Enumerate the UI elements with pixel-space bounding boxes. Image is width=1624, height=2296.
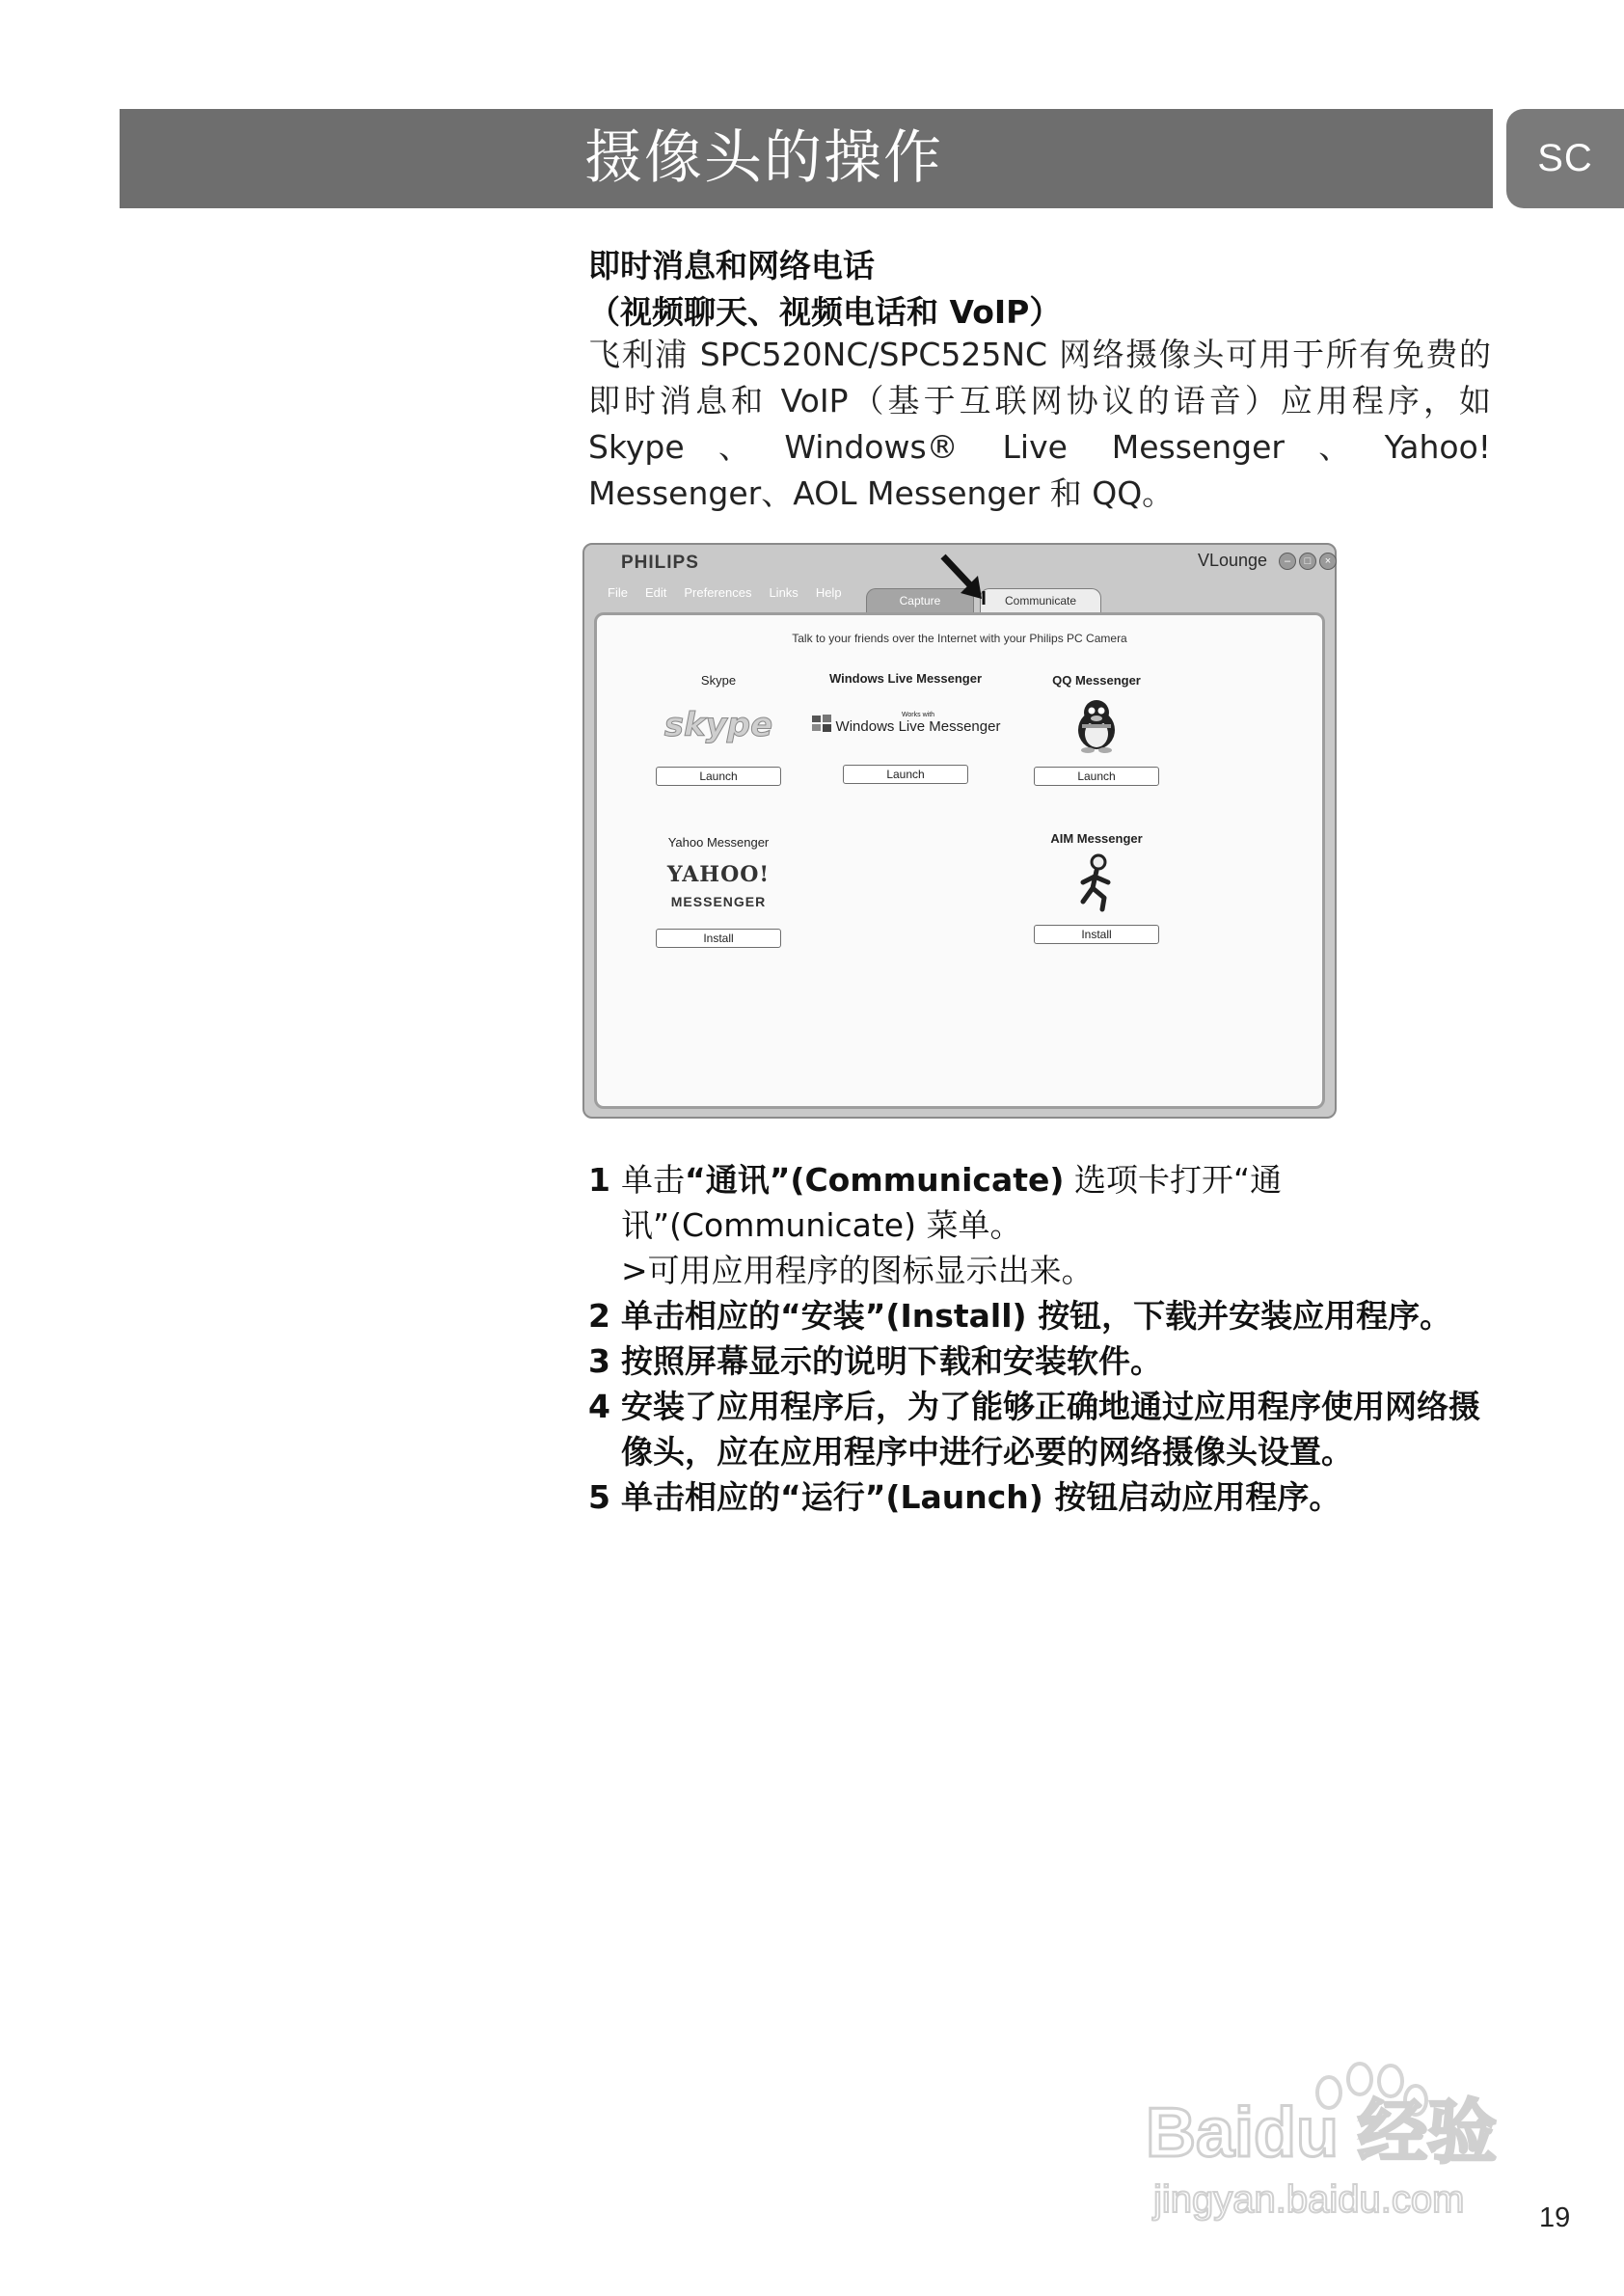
yahoo-logo-icon: YAHOO! MESSENGER	[666, 862, 771, 909]
app-name: Skype	[700, 673, 737, 688]
app-name: AIM Messenger	[1050, 831, 1143, 846]
section-heading-line2: （视频聊天、视频电话和 VoIP）	[588, 293, 1062, 331]
step-5: 5 单击相应的“运行”(Launch) 按钮启动应用程序。	[588, 1478, 1341, 1516]
app-skype	[622, 673, 815, 786]
aim-install-button[interactable]: Install	[1034, 925, 1159, 944]
app-windows-live-messenger	[809, 671, 1002, 784]
skype-launch-button[interactable]: Launch	[656, 767, 781, 786]
page-number: 19	[1539, 2202, 1571, 2233]
window-title: VLounge	[1198, 551, 1268, 570]
tab-capture[interactable]: Capture	[866, 588, 974, 612]
close-button[interactable]: ×	[1319, 553, 1337, 570]
wlm-launch-button[interactable]: Launch	[843, 765, 968, 784]
page-title: 摄像头的操作	[584, 124, 943, 192]
section-heading-line1: 即时消息和网络电话	[588, 247, 875, 284]
skype-logo-icon: skype	[663, 706, 773, 744]
section-heading	[588, 243, 1491, 336]
yahoo-install-button[interactable]: Install	[656, 929, 781, 948]
menu-help[interactable]: Help	[815, 585, 842, 600]
watermark-brand: Baidu 经验	[1146, 2094, 1498, 2172]
step-1: 1 单击“通讯”(Communicate) 选项卡打开“通讯”(Communicate) 菜单。	[588, 1161, 1283, 1244]
vlounge-screenshot	[582, 543, 1337, 1119]
app-qq-messenger	[1000, 673, 1193, 786]
communicate-panel	[594, 612, 1325, 1109]
tab-communicate[interactable]: Communicate	[980, 588, 1101, 612]
step-1-result: >可用应用程序的图标显示出来。	[621, 1252, 1094, 1289]
windows-live-logo-icon: Works with Windows Live Messenger	[809, 695, 1002, 751]
language-tab: SC	[1506, 109, 1624, 208]
windows-flag-icon	[811, 714, 832, 733]
watermark-url: jingyan.baidu.com	[1153, 2178, 1465, 2221]
panel-subtitle: Talk to your friends over the Internet with your Philips PC Camera	[792, 632, 1127, 645]
minimize-button[interactable]: –	[1279, 553, 1296, 570]
step-2: 2 单击相应的“安装”(Install) 按钮，下载并安装应用程序。	[588, 1297, 1452, 1335]
pointer-arrow-icon	[939, 553, 989, 605]
intro-paragraph: 飞利浦 SPC520NC/SPC525NC 网络摄像头可用于所有免费的即时消息和 VoIP（基于互联网协议的语音）应用程序，如 Skype、Windows® Live Messenger、Yahoo! Messenger、AOL Messenger 和 QQ。	[588, 336, 1491, 512]
window-controls	[1279, 553, 1337, 570]
maximize-button[interactable]: □	[1299, 553, 1316, 570]
qq-launch-button[interactable]: Launch	[1034, 767, 1159, 786]
menu-preferences[interactable]: Preferences	[684, 585, 752, 600]
app-yahoo-messenger	[622, 835, 815, 948]
baidu-watermark	[1136, 2033, 1541, 2226]
app-name: Yahoo Messenger	[667, 835, 770, 850]
philips-brand: PHILIPS	[621, 553, 699, 573]
aim-running-man-icon	[1075, 853, 1118, 913]
app-name: QQ Messenger	[1052, 673, 1141, 688]
step-4: 4 安装了应用程序后，为了能够正确地通过应用程序使用网络摄像头，应在应用程序中进行必要的网络摄像头设置。	[588, 1388, 1480, 1471]
qq-penguin-icon	[1074, 697, 1119, 753]
step-3: 3 按照屏幕显示的说明下载和安装软件。	[588, 1342, 1162, 1380]
steps-list	[588, 1157, 1491, 1520]
menu-file[interactable]: File	[608, 585, 628, 600]
menu-links[interactable]: Links	[769, 585, 798, 600]
app-aim-messenger	[1000, 831, 1193, 944]
menu-bar	[608, 585, 842, 600]
menu-edit[interactable]: Edit	[644, 585, 667, 600]
app-name: Windows Live Messenger	[828, 671, 983, 686]
